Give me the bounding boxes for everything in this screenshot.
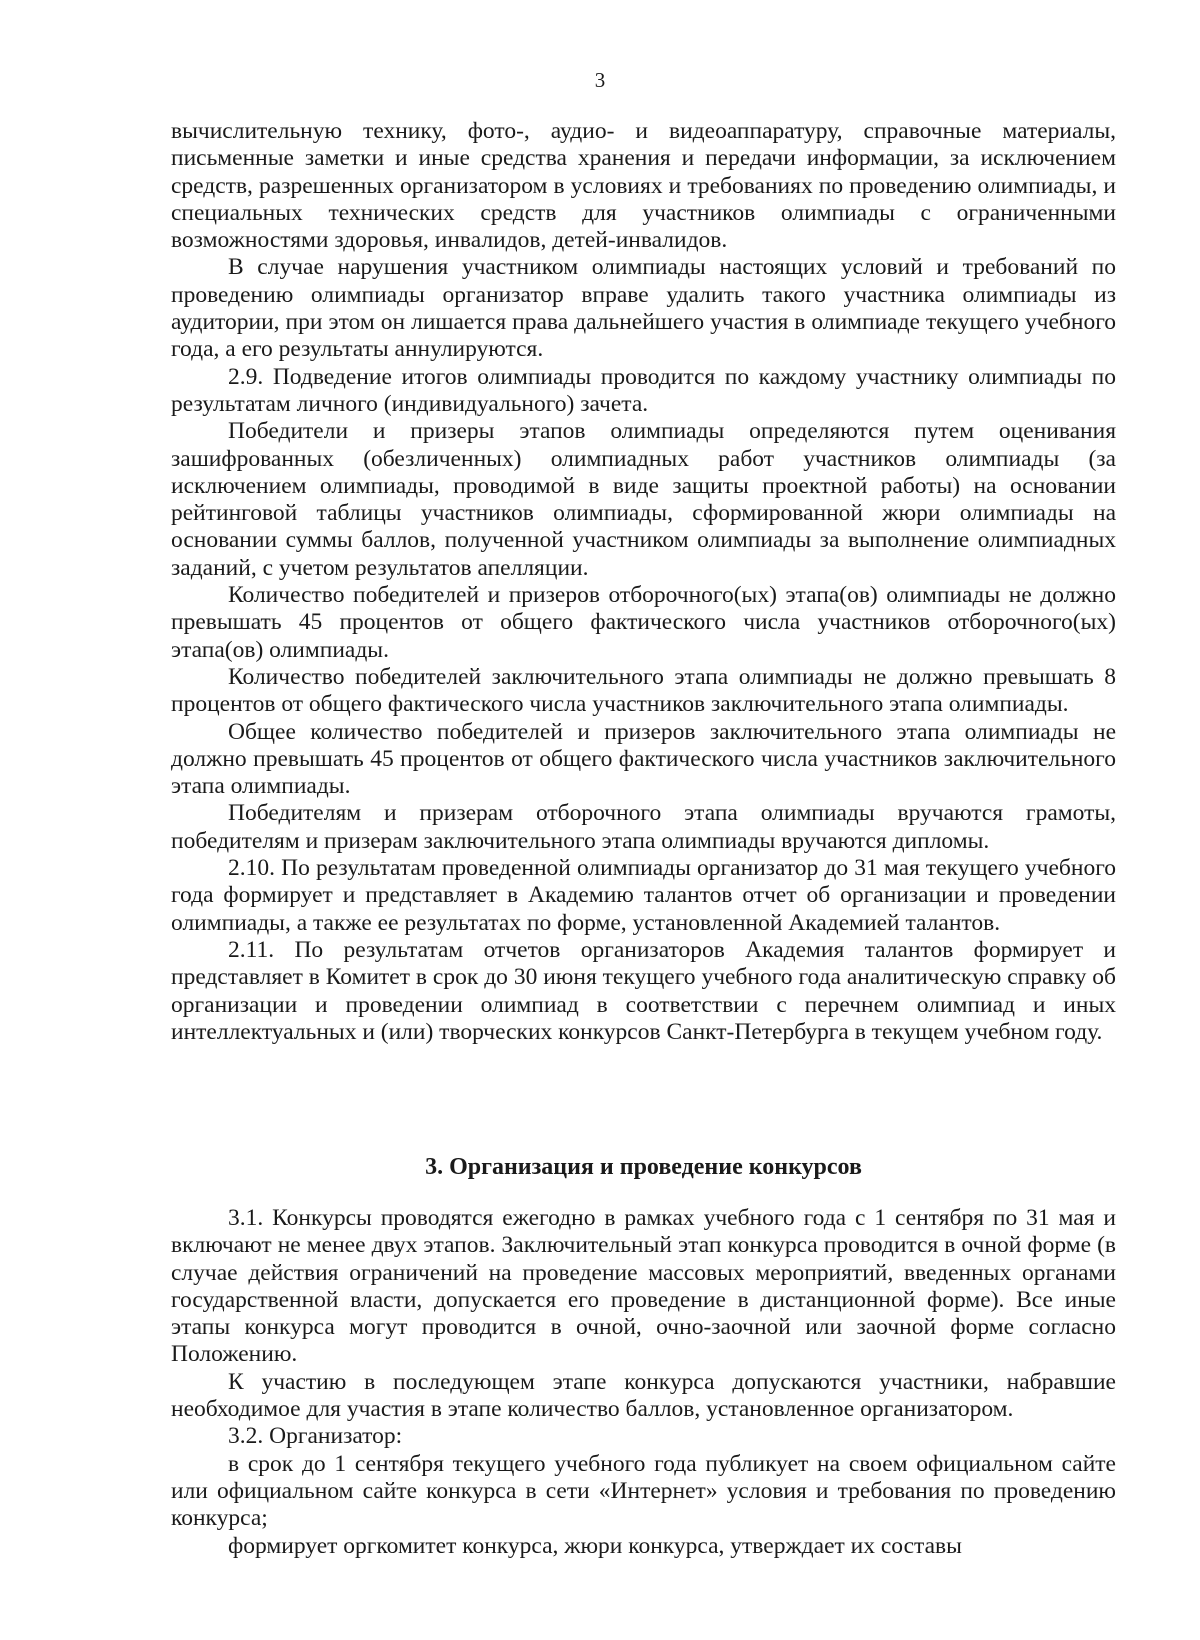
paragraph: К участию в последующем этапе конкурса допускаются участники, набравшие необходимое для участия в этапе количество баллов, установленное организатором. — [171, 1368, 1116, 1423]
paragraph: В случае нарушения участником олимпиады настоящих условий и требований по проведению олимпиады организатор вправе удалить такого участника олимпиады из аудитории, при этом он лишается права дальнейшего участия в олимпиаде текущего учебного года, а его результаты аннулируются. — [171, 254, 1116, 363]
paragraph: в срок до 1 сентября текущего учебного года публикует на своем официальном сайте или официальном сайте конкурса в сети «Интернет» условия и требования по проведению конкурса; — [171, 1450, 1116, 1532]
paragraph: формирует оргкомитет конкурса, жюри конкурса, утверждает их составы — [228, 1532, 962, 1559]
paragraph: Количество победителей заключительного этапа олимпиады не должно превышать 8 процентов от общего фактического числа участников заключительного этапа олимпиады. — [171, 663, 1116, 718]
paragraph: Количество победителей и призеров отборочного(ых) этапа(ов) олимпиады не должно превышать 45 процентов от общего фактического числа участников отборочного(ых) этапа(ов) олимпиады. — [171, 582, 1116, 663]
paragraph: 3.1. Конкурсы проводятся ежегодно в рамках учебного года с 1 сентября по 31 мая и включают не менее двух этапов. Заключительный этап конкурса проводится в очной форме (в случае действия ограничений на проведение массовых мероприятий, введенных органами государственной власти, допускается его проведение в дистанционной форме). Все иные этапы конкурса могут проводится в очной, очно-заочной или заочной форме согласно Положению. — [171, 1205, 1116, 1368]
paragraph: Победителям и призерам отборочного этапа олимпиады вручаются грамоты, победителям и призерам заключительного этапа олимпиады вручаются дипломы. — [171, 800, 1116, 854]
paragraph: 3.2. Организатор: — [228, 1423, 403, 1450]
paragraph: 2.11. По результатам отчетов организаторов Академия талантов формирует и представляет в Комитет в срок до 30 июня текущего учебного года аналитическую справку об организации и проведении олимпиад в соответствии с перечнем олимпиад и иных интеллектуальных и (или) творческих конкурсов Санкт-Петербурга в текущем учебном году. — [171, 936, 1116, 1045]
text-block-olympiad-rules — [171, 118, 1116, 1046]
paragraph: Победители и призеры этапов олимпиады определяются путем оценивания зашифрованных (обезличенных) олимпиадных работ участников олимпиады (за исключением олимпиады, проводимой в виде защиты проектной работы) на основании рейтинговой таблицы участников олимпиады, сформированной жюри олимпиады на основании суммы баллов, полученной участником олимпиады за выполнение олимпиадных заданий, с учетом результатов апелляции. — [171, 418, 1116, 581]
section-heading: 3. Организация и проведение конкурсов — [425, 1154, 862, 1180]
page-number: 3 — [594, 68, 606, 92]
paragraph: 2.10. По результатам проведенной олимпиады организатор до 31 мая текущего учебного года формирует и представляет в Академию талантов отчет об организации и проведении олимпиады, а также ее результатах по форме, установленной Академией талантов. — [171, 855, 1116, 936]
paragraph: вычислительную технику, фото-, аудио- и видеоаппаратуру, справочные материалы, письменные заметки и иные средства хранения и передачи информации, за исключением средств, разрешенных организатором в условиях и требованиях по проведению олимпиады, и специальных технических средств для участников олимпиады с ограниченными возможностями здоровья, инвалидов, детей-инвалидов. — [171, 118, 1116, 254]
paragraph: Общее количество победителей и призеров заключительного этапа олимпиады не должно превышать 45 процентов от общего фактического числа участников заключительного этапа олимпиады. — [171, 718, 1116, 800]
text-block-contests — [171, 1205, 1116, 1560]
paragraph: 2.9. Подведение итогов олимпиады проводится по каждому участнику олимпиады по результатам личного (индивидуального) зачета. — [171, 363, 1116, 417]
